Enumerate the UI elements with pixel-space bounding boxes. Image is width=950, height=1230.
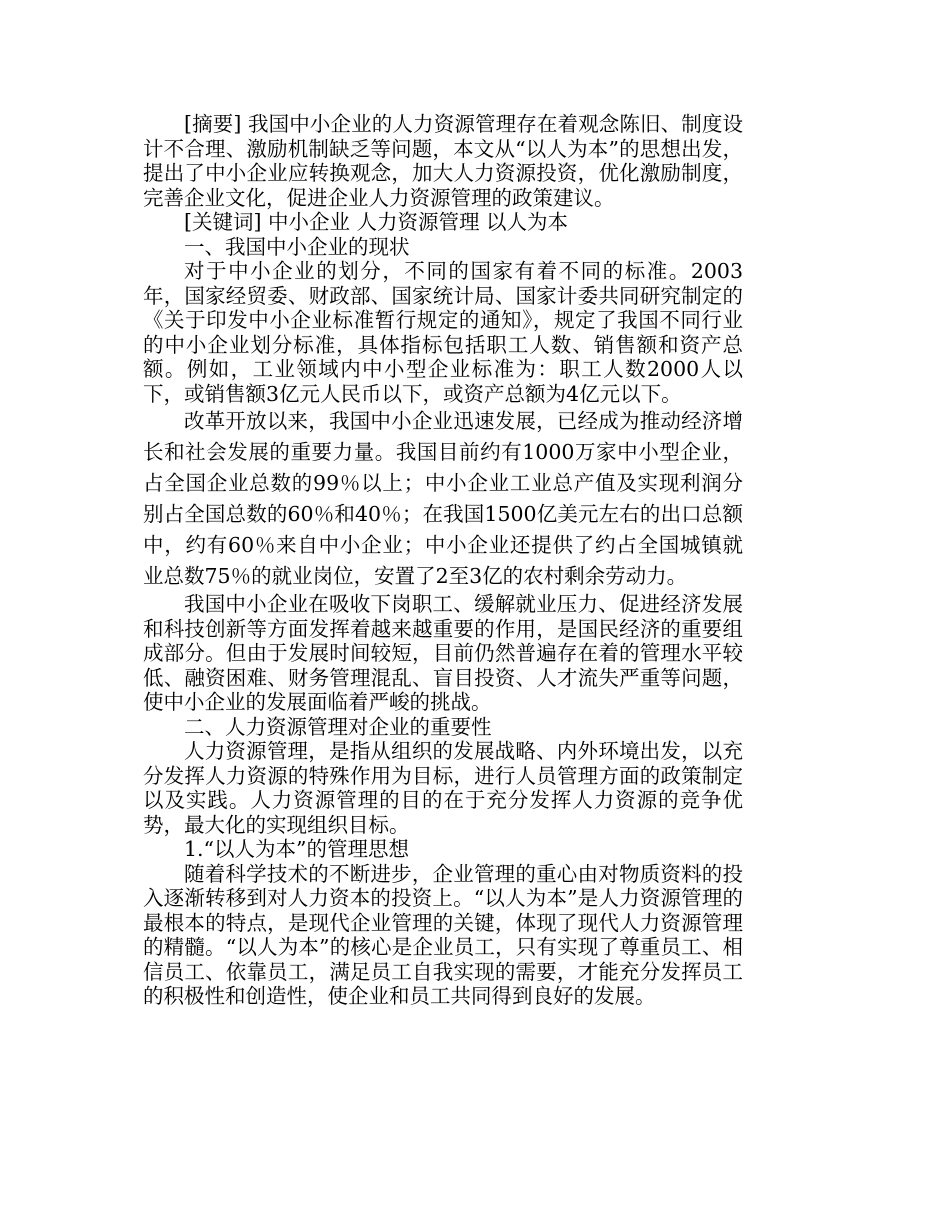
keywords-paragraph: [关键词] 中小企业 人力资源管理 以人为本: [184, 210, 569, 234]
subsection-heading-1: 1.“以人为本”的管理思想: [184, 837, 410, 861]
body-paragraph: 随着科学技术的不断进步，企业管理的重心由对物质资料的投入逐渐转移到对人力资本的投资上。“以人为本”是人力资源管理的最根本的特点，是现代企业管理的关键，体现了现代人力资源管理的精髓。“以人为本”的核心是企业员工，只有实现了尊重员工、相信员工、依靠员工，满足员工自我实现的需要，才能充分发挥员工的积极性和创造性，使企业和员工共同得到良好的发展。: [143, 861, 743, 1008]
abstract-paragraph: [摘要] 我国中小企业的人力资源管理存在着观念陈旧、制度设计不合理、激励机制缺乏等问题，本文从“以人为本”的思想出发，提出了中小企业应转换观念，加大人力资源投资，优化激励制度，完善企业文化，促进企业人力资源管理的政策建议。: [143, 112, 743, 210]
body-paragraph: 对于中小企业的划分，不同的国家有着不同的标准。2003年，国家经贸委、财政部、国家统计局、国家计委共同研究制定的《关于印发中小企业标准暂行规定的通知》，规定了我国不同行业的中小企业划分标准，具体指标包括职工人数、销售额和资产总额。例如，工业领域内中小型企业标准为：职工人数2000人以下，或销售额3亿元人民币以下，或资产总额为4亿元以下。: [143, 259, 743, 406]
section-heading-2: 二、人力资源管理对企业的重要性: [184, 714, 492, 739]
body-paragraph: 人力资源管理，是指从组织的发展战略、内外环境出发，以充分发挥人力资源的特殊作用为目标，进行人员管理方面的政策制定以及实践。人力资源管理的目的在于充分发挥人力资源的竞争优势，最大化的实现组织目标。: [143, 739, 743, 837]
document-page: [143, 112, 743, 1009]
section-heading-1: 一、我国中小企业的现状: [184, 234, 410, 259]
body-paragraph: 我国中小企业在吸收下岗职工、缓解就业压力、促进经济发展和科技创新等方面发挥着越来越重要的作用，是国民经济的重要组成部分。但由于发展时间较短，目前仍然普遍存在着的管理水平较低、融资困难、财务管理混乱、盲目投资、人才流失严重等问题，使中小企业的发展面临着严峻的挑战。: [143, 592, 743, 714]
body-paragraph: 改革开放以来，我国中小企业迅速发展，已经成为推动经济增长和社会发展的重要力量。我国目前约有1000万家中小型企业，占全国企业总数的99％以上；中小企业工业总产值及实现利润分别占全国总数的60％和40％；在我国1500亿美元左右的出口总额中，约有60％来自中小企业；中小企业还提供了约占全国城镇就业总数75％的就业岗位，安置了2至3亿的农村剩余劳动力。: [143, 409, 743, 588]
